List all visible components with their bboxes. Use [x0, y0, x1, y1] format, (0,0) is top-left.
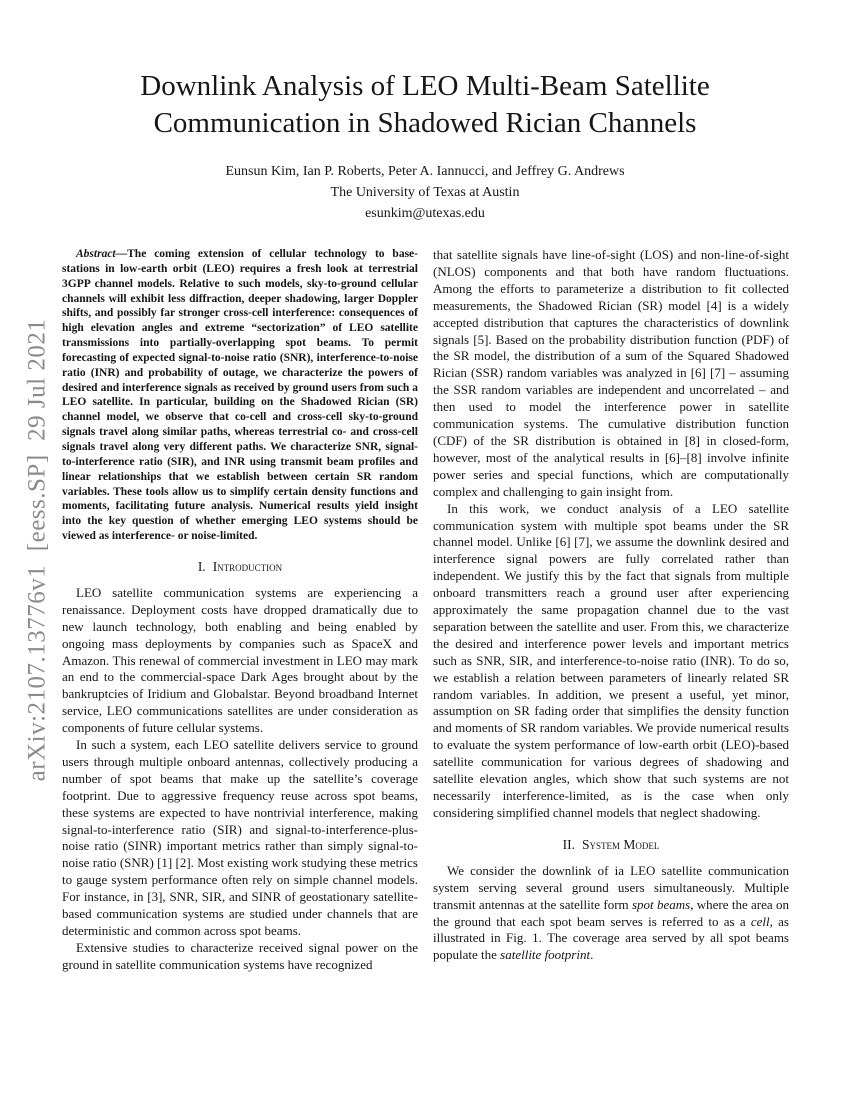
body-paragraph	[433, 863, 789, 964]
paper-title-line2: Communication in Shadowed Rician Channels	[153, 107, 697, 139]
left-column	[62, 247, 418, 974]
text-run: We consider the downlink of ia LEO satellite communication system serving several ground users simultaneously. Multiple transmit antennas at the satellite form	[433, 862, 789, 912]
section-title: Introduction	[212, 558, 283, 574]
text-run: In this work, we conduct analysis of a LEO satellite communication system with multiple spot beams under the SR channel model. Unlike [6] [7], we assume the downlink desired and interference signal powers are fully correlated rather than independent. We justify this by the fact that signals from multiple onboard transmitters reach a ground user after experiencing approximately the same propagation channel due to the vast separation between the satellite and user. From this, we characterize the desired and interference power levels and important metrics such as SNR, SIR, and interference-to-noise ratio (INR). To do so, we establish a relation between parameters of linearly related SR random variables. In addition, we present a useful, yet minor, assumption on SR fading order that simplifies the density function and moments of SR random variables. We provide numerical results to evaluate the system performance of low-earth orbit (LEO)-based satellite communication for various degrees of shadowing and satellite elevation angles, which show that such systems are not necessarily interference-limited, as is the case when only considering simplified channel models that neglect shadowing.	[433, 500, 789, 820]
text-run: LEO satellite communication systems are experiencing a renaissance. Deployment costs have dropped dramatically due to new launch technology, both enabling and being enabled by ongoing mass deployments by companies such as SpaceX and Amazon. This renewal of commercial investment in LEO may mark an end to the commercial-space Dark Ages brought about by the bankruptcies of Iridium and Globalstar. Beyond broadband Internet service, LEO communications satellites are under consideration as components of future cellular systems.	[62, 584, 418, 736]
authors-line: Eunsun Kim, Ian P. Roberts, Peter A. Iannucci, and Jeffrey G. Andrews	[225, 164, 625, 179]
author-block	[0, 161, 850, 224]
title-block	[0, 68, 850, 142]
section-heading	[433, 837, 789, 853]
section-number: II.	[562, 836, 575, 852]
section-number: I.	[197, 558, 206, 574]
text-run: spot beams	[631, 896, 691, 912]
text-run: Extensive studies to characterize received signal power on the ground in satellite communication systems have recognized	[62, 939, 418, 972]
email-line: esunkim@utexas.edu	[365, 206, 485, 221]
body-paragraph	[433, 501, 789, 822]
text-run: —The coming extension of cellular technology to base-stations in low-earth orbit (LEO) requires a fresh look at terrestrial 3GPP channel models. Relative to such models, sky-to-ground cellular channels will exhibit less diffraction, deeper shadowing, larger Doppler shifts, and possibly far stronger cross-cell interference: consequences of high elevation angles and extreme “sectorization” of LEO satellite transmissions into partially-overlapping spot beams. To permit forecasting of expected signal-to-noise ratio (SNR), interference-to-noise ratio (INR) and probability of outage, we characterize the powers of desired and interference signals as received by ground users from such a LEO satellite. In particular, building on the Shadowed Rician (SR) channel model, we observe that co-cell and cross-cell sky-to-ground signals travel along similar paths, whereas terrestrial co- and cross-cell signals travel along very different paths. We characterize SNR, signal-to-interference ratio (SIR), and INR using transmit beam profiles and linear relationships that we establish between certain SR random variables. These tools allow us to simplify certain density functions and moments, facilitating future analysis. Numerical results yield insight into the key question of whether emerging LEO systems should be viewed as interference- or noise-limited.	[62, 248, 418, 543]
abstract-paragraph	[62, 247, 418, 544]
body-paragraph	[62, 585, 418, 737]
text-run: , where the area on the ground that each spot beam serves is referred to as a	[433, 896, 789, 929]
body-paragraph	[62, 737, 418, 940]
text-run: satellite footprint	[500, 947, 591, 963]
text-run: cell	[750, 913, 770, 929]
text-run: In such a system, each LEO satellite delivers service to ground users through multiple onboard antennas, collectively producing a number of spot beams that make up the satellite’s coverage footprint. Due to aggressive frequency reuse across spot beams, these systems are expected to have nontrivial interference, making signal-to-interference ratio (SIR) and signal-to-interference-plus-noise ratio (SINR) important metrics rather than simply signal-to-noise ratio (SNR) [1] [2]. Most existing work studying these metrics to gauge system performance often rely on simple channel models. For instance, in [3], SNR, SIR, and SINR of geostationary satellite-based communication systems are studied under channels that are deterministic and common across spot beams.	[62, 737, 418, 938]
body-paragraph	[433, 247, 789, 501]
text-run: Abstract	[76, 248, 116, 260]
arxiv-stamp: arXiv:2107.13776v1 [eess.SP] 29 Jul 2021	[23, 318, 50, 782]
section-heading	[62, 559, 418, 575]
section-title: System Model	[581, 836, 660, 852]
body-paragraph	[62, 940, 418, 974]
text-run: , as illustrated in Fig. 1. The coverage area served by all spot beams populate the	[433, 913, 789, 963]
text-run: .	[590, 947, 594, 963]
paper-title-line1: Downlink Analysis of LEO Multi-Beam Satellite	[140, 70, 710, 102]
right-column	[433, 247, 789, 964]
text-run: that satellite signals have line-of-sight (LOS) and non-line-of-sight (NLOS) components and that both have random fluctuations. Among the efforts to parameterize a distribution to fit collected measurements, the Shadowed Rician (SR) model [4] is a widely accepted distribution that captures the characteristics of downlink signals [5]. Based on the probability distribution function (PDF) of the SR model, the distribution of a sum of the Squared Shadowed Rician (SSR) random variables was analyzed in [6] [7] – assuming the SSR random variables are independent and uncorrelated – and then used to model the interference power in satellite communication systems. The cumulative distribution function (CDF) of the SR distribution is obtained in [8] in closed-form, however, most of the analytical results in [6]–[8] involve infinite power series and special functions, which are computationally complex and challenging to gain insight from.	[433, 247, 789, 499]
paper-title	[0, 68, 850, 142]
affiliation-line: The University of Texas at Austin	[330, 185, 520, 200]
